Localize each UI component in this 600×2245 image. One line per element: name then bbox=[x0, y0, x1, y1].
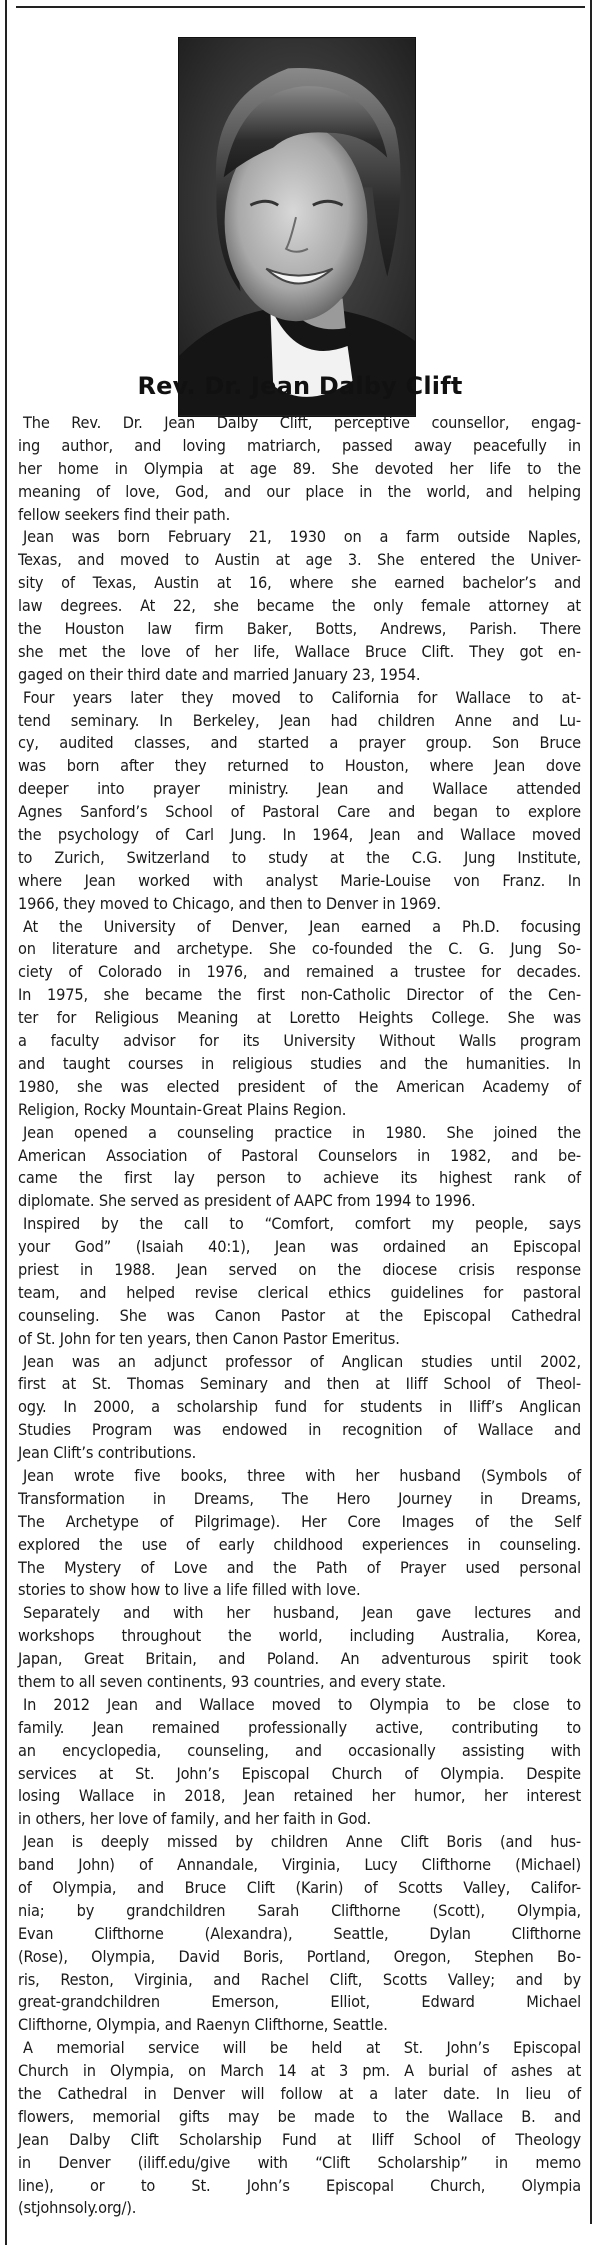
obituary-paragraph bbox=[18, 687, 581, 916]
paragraph-line: ter for Religious Meaning at Loretto Heights College. She was bbox=[18, 1008, 581, 1028]
paragraph-line: Evan Clifthorne (Alexandra), Seattle, Dylan Clifthorne bbox=[18, 1923, 581, 1943]
paragraph-line: the Houston law firm Baker, Botts, Andrews, Parish. There bbox=[18, 619, 581, 639]
page-border-left bbox=[5, 0, 7, 2245]
paragraph-line: meaning of love, God, and our place in the world, and helping bbox=[18, 481, 581, 501]
portrait-image-icon bbox=[179, 38, 415, 416]
paragraph-line: Jean is deeply missed by children Anne Clift Boris (and hus- bbox=[23, 1832, 581, 1852]
obituary-paragraph bbox=[18, 1213, 581, 1350]
paragraph-line: deeper into prayer ministry. Jean and Wallace attended bbox=[18, 779, 581, 799]
paragraph-line: The Rev. Dr. Jean Dalby Clift, perceptive counsellor, engag- bbox=[23, 413, 581, 432]
paragraph-line: fellow seekers find their path. bbox=[18, 504, 231, 524]
paragraph-line: nia; by grandchildren Sarah Clifthorne (Scott), Olympia, bbox=[18, 1900, 581, 1920]
paragraph-line: (stjohnsoly.org/). bbox=[18, 2198, 137, 2218]
obituary-paragraph bbox=[18, 2037, 581, 2220]
paragraph-line: and taught courses in religious studies and the humanities. In bbox=[18, 1053, 581, 1073]
paragraph-line: law degrees. At 22, she became the only female attorney at bbox=[18, 596, 581, 616]
paragraph-line: Jean opened a counseling practice in 1980. She joined the bbox=[23, 1122, 581, 1142]
paragraph-line: Jean was an adjunct professor of Anglican studies until 2002, bbox=[23, 1351, 581, 1371]
paragraph-line: sity of Texas, Austin at 16, where she earned bachelor’s and bbox=[18, 573, 581, 593]
obituary-title: Rev. Dr. Jean Dalby Clift bbox=[137, 372, 463, 400]
paragraph-line: Clifthorne, Olympia, and Raenyn Clifthorne, Seattle. bbox=[18, 2015, 388, 2035]
obituary-paragraph bbox=[18, 916, 581, 1122]
paragraph-line: team, and helped revise clerical ethics guidelines for pastoral bbox=[18, 1282, 581, 1302]
paragraph-line: of Olympia, and Bruce Clift (Karin) of Scotts Valley, Califor- bbox=[18, 1878, 581, 1897]
paragraph-line: Transformation in Dreams, The Hero Journey in Dreams, bbox=[18, 1488, 581, 1508]
paragraph-line: of St. John for ten years, then Canon Pastor Emeritus. bbox=[18, 1328, 400, 1348]
paragraph-line: Jean Clift’s contributions. bbox=[18, 1443, 197, 1463]
paragraph-line: priest in 1988. Jean served on the diocese crisis response bbox=[18, 1259, 581, 1279]
paragraph-line: Agnes Sanford’s School of Pastoral Care and began to explore bbox=[18, 802, 581, 822]
paragraph-line: in Denver (iliff.edu/give with “Clift Scholarship” in memo bbox=[18, 2152, 581, 2172]
portrait-photo bbox=[178, 37, 416, 417]
paragraph-line: flowers, memorial gifts may be made to the Wallace B. and bbox=[18, 2106, 581, 2126]
top-rule-divider bbox=[16, 6, 585, 8]
paragraph-line: A memorial service will be held at St. John’s Episcopal bbox=[23, 2038, 581, 2058]
paragraph-line: Separately and with her husband, Jean gave lectures and bbox=[23, 1603, 581, 1623]
obituary-paragraph bbox=[18, 526, 581, 686]
paragraph-line: The Mystery of Love and the Path of Prayer used personal bbox=[18, 1557, 581, 1577]
paragraph-line: Inspired by the call to “Comfort, comfort my people, says bbox=[23, 1214, 581, 1234]
paragraph-line: explored the use of early childhood experiences in counseling. bbox=[18, 1534, 581, 1554]
paragraph-line: Jean wrote five books, three with her husband (Symbols of bbox=[23, 1465, 581, 1485]
obituary-paragraph bbox=[18, 1694, 581, 1831]
obituary-paragraph bbox=[18, 1351, 581, 1465]
obituary-body bbox=[18, 412, 581, 2220]
paragraph-line: (Rose), Olympia, David Boris, Portland, Oregon, Stephen Bo- bbox=[18, 1946, 581, 1966]
obituary-paragraph bbox=[18, 412, 581, 526]
paragraph-line: tend seminary. In Berkeley, Jean had children Anne and Lu- bbox=[18, 710, 581, 730]
paragraph-line: Jean Dalby Clift Scholarship Fund at Iliff School of Theology bbox=[18, 2129, 581, 2149]
paragraph-line: diplomate. She served as president of AAPC from 1994 to 1996. bbox=[18, 1191, 476, 1211]
paragraph-line: a faculty advisor for its University Without Walls program bbox=[18, 1031, 581, 1051]
paragraph-line: ogy. In 2000, a scholarship fund for students in Iliff’s Anglican bbox=[18, 1397, 581, 1417]
obituary-paragraph bbox=[18, 1122, 581, 1214]
paragraph-line: the Cathedral in Denver will follow at a later date. In lieu of bbox=[18, 2084, 581, 2104]
paragraph-line: your God” (Isaiah 40:1), Jean was ordained an Episcopal bbox=[18, 1237, 581, 1257]
paragraph-line: band John) of Annandale, Virginia, Lucy Clifthorne (Michael) bbox=[18, 1855, 581, 1875]
paragraph-line: 1966, they moved to Chicago, and then to Denver in 1969. bbox=[18, 893, 441, 913]
paragraph-line: Religion, Rocky Mountain-Great Plains Region. bbox=[18, 1099, 347, 1119]
paragraph-line: the psychology of Carl Jung. In 1964, Jean and Wallace moved bbox=[18, 825, 581, 845]
paragraph-line: 1980, she was elected president of the American Academy of bbox=[18, 1076, 581, 1096]
paragraph-line: Jean was born February 21, 1930 on a farm outside Naples, bbox=[23, 527, 581, 547]
paragraph-line: counseling. She was Canon Pastor at the Episcopal Cathedral bbox=[18, 1305, 581, 1325]
paragraph-line: In 1975, she became the first non-Catholic Director of the Cen- bbox=[18, 985, 581, 1005]
paragraph-line: in others, her love of family, and her faith in God. bbox=[18, 1809, 371, 1829]
paragraph-line: ing author, and loving matriarch, passed away peacefully in bbox=[18, 435, 581, 455]
paragraph-line: cy, audited classes, and started a prayer group. Son Bruce bbox=[18, 733, 581, 753]
paragraph-line: stories to show how to live a life filled with love. bbox=[18, 1580, 361, 1600]
obituary-paragraph bbox=[18, 1602, 581, 1694]
obituary-paragraph bbox=[18, 1831, 581, 2037]
paragraph-line: ris, Reston, Virginia, and Rachel Clift, Scotts Valley; and by bbox=[18, 1969, 581, 1989]
paragraph-line: an encyclopedia, counseling, and occasionally assisting with bbox=[18, 1740, 581, 1760]
paragraph-line: family. Jean remained professionally active, contributing to bbox=[18, 1717, 581, 1737]
paragraph-line: her home in Olympia at age 89. She devoted her life to the bbox=[18, 458, 581, 478]
page-border-right bbox=[590, 0, 592, 2224]
paragraph-line: losing Wallace in 2018, Jean retained her humor, her interest bbox=[18, 1786, 581, 1806]
paragraph-line: was born after they returned to Houston, where Jean dove bbox=[18, 756, 581, 776]
paragraph-line: Texas, and moved to Austin at age 3. She entered the Univer- bbox=[18, 550, 581, 570]
obituary-paragraph bbox=[18, 1465, 581, 1602]
paragraph-line: In 2012 Jean and Wallace moved to Olympia to be close to bbox=[23, 1694, 581, 1714]
paragraph-line: ciety of Colorado in 1976, and remained a trustee for decades. bbox=[18, 962, 581, 982]
paragraph-line: Four years later they moved to California for Wallace to at- bbox=[23, 687, 581, 707]
paragraph-line: to Zurich, Switzerland to study at the C.G. Jung Institute, bbox=[18, 847, 581, 867]
paragraph-line: great-grandchildren Emerson, Elliot, Edward Michael bbox=[18, 1992, 581, 2012]
paragraph-line: workshops throughout the world, including Australia, Korea, bbox=[18, 1626, 581, 1646]
paragraph-line: Japan, Great Britain, and Poland. An adventurous spirit took bbox=[18, 1649, 581, 1669]
paragraph-line: first at St. Thomas Seminary and then at Iliff School of Theol- bbox=[18, 1374, 581, 1394]
paragraph-line: them to all seven continents, 93 countries, and every state. bbox=[18, 1671, 446, 1691]
paragraph-line: she met the love of her life, Wallace Bruce Clift. They got en- bbox=[18, 641, 581, 661]
paragraph-line: Church in Olympia, on March 14 at 3 pm. A burial of ashes at bbox=[18, 2061, 581, 2081]
paragraph-line: American Association of Pastoral Counselors in 1982, and be- bbox=[18, 1145, 581, 1165]
paragraph-line: gaged on their third date and married January 23, 1954. bbox=[18, 664, 421, 684]
paragraph-line: line), or to St. John’s Episcopal Church, Olympia bbox=[18, 2175, 581, 2195]
paragraph-line: came the first lay person to achieve its highest rank of bbox=[18, 1168, 581, 1188]
paragraph-line: on literature and archetype. She co-founded the C. G. Jung So- bbox=[18, 939, 581, 959]
paragraph-line: where Jean worked with analyst Marie-Louise von Franz. In bbox=[18, 870, 581, 890]
paragraph-line: services at St. John’s Episcopal Church of Olympia. Despite bbox=[18, 1763, 581, 1783]
paragraph-line: The Archetype of Pilgrimage). Her Core Images of the Self bbox=[18, 1511, 581, 1531]
paragraph-line: Studies Program was endowed in recognition of Wallace and bbox=[18, 1420, 581, 1440]
paragraph-line: At the University of Denver, Jean earned a Ph.D. focusing bbox=[23, 916, 581, 936]
